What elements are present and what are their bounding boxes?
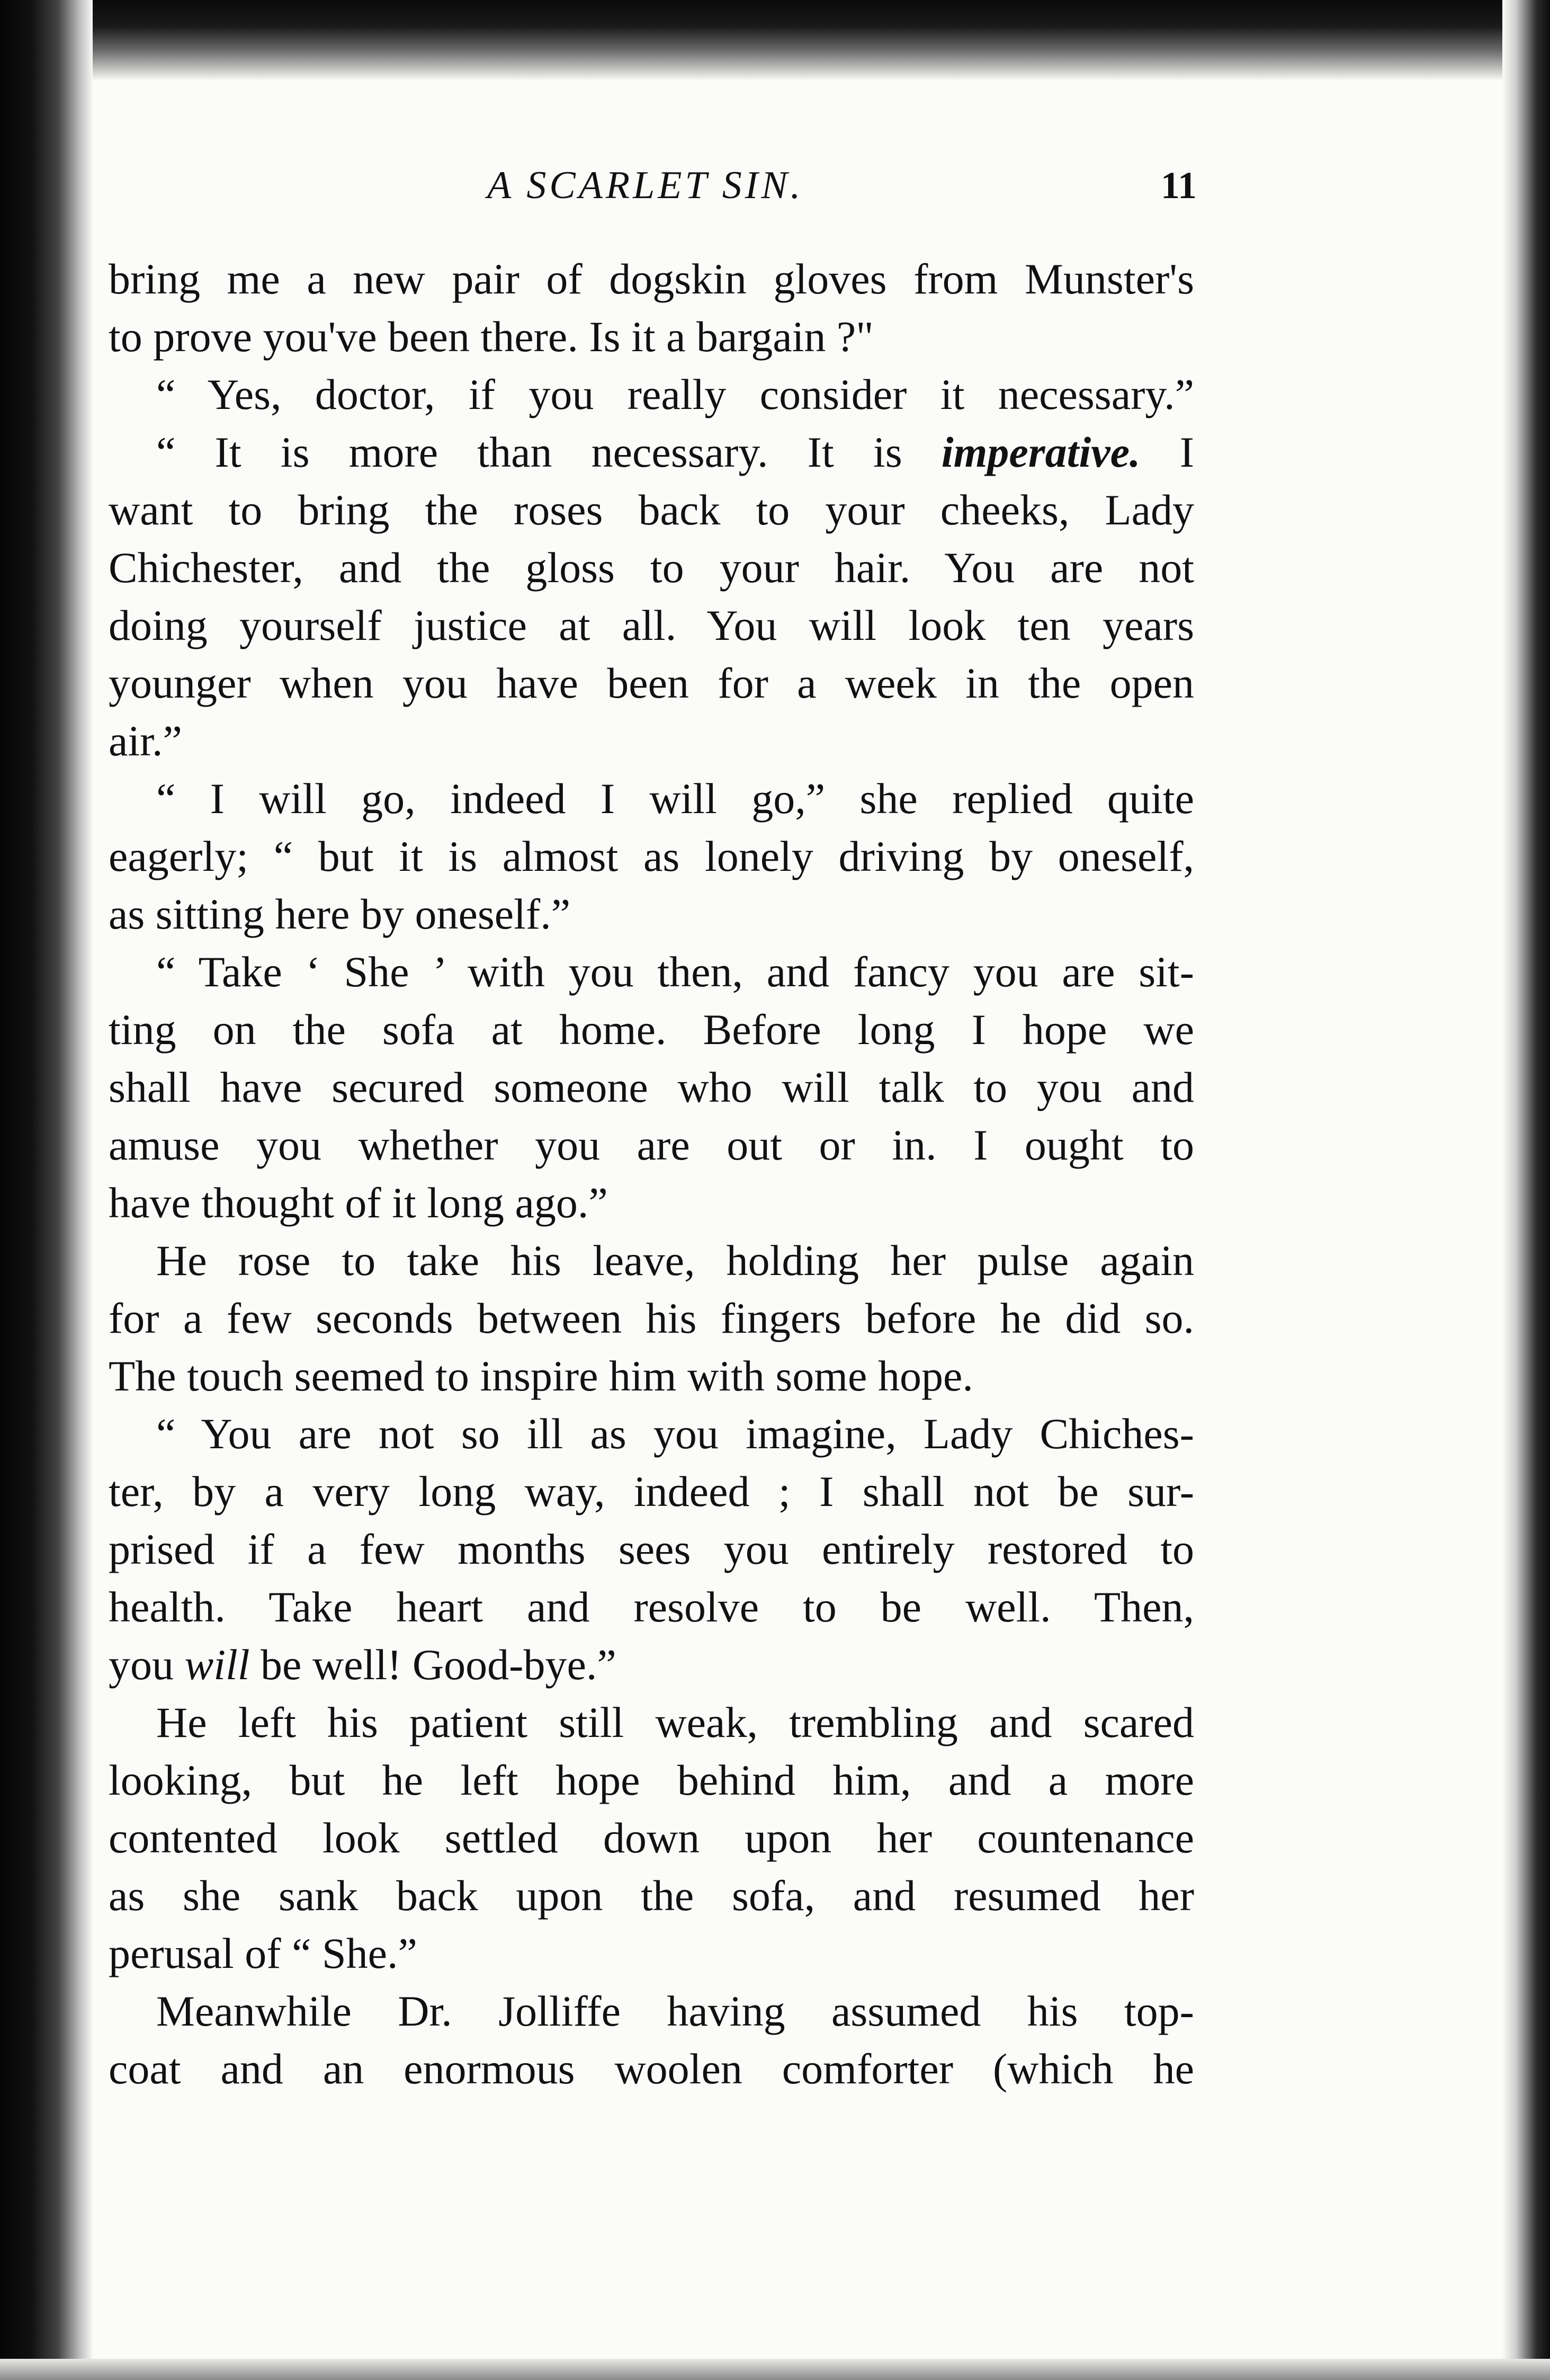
text-line [109,885,1194,943]
line-text: Chichester, and the gloss to your hair. You are not [109,543,1194,592]
line-text: as sitting here by oneself.” [109,890,571,938]
text-line [109,1116,1194,1174]
line-text: “ Yes, doctor, if you really consider it necessary.” [156,370,1194,418]
line-text: The touch seemed to inspire him with some hope. [109,1352,973,1400]
line-text: shall have secured someone who will talk to you and [109,1063,1194,1111]
line-text: contented look settled down upon her countenance [109,1814,1194,1862]
text-line [109,1520,1194,1578]
line-text: to prove you've been there. Is it a bargain ?" [109,313,874,361]
line-text: want to bring the roses back to your cheeks, Lady [109,486,1194,534]
scan-edge-bottom [0,2359,1550,2380]
text-line [109,366,1194,423]
text-line [109,1751,1194,1809]
line-text: “ I will go, indeed I will go,” she replied quite [156,774,1194,823]
line-text: He rose to take his leave, holding her pulse again [156,1236,1194,1285]
line-text: I [1140,428,1194,476]
text-line [109,481,1194,539]
text-line [109,308,1194,366]
text-line [109,539,1194,596]
text-line [109,1405,1194,1463]
line-text: for a few seconds between his fingers before he did so. [109,1294,1194,1342]
body-text [109,250,1194,2098]
line-text: ting on the sofa at home. Before long I hope we [109,1005,1194,1054]
text-line [109,654,1194,712]
text-line [109,1232,1194,1289]
text-line [109,1289,1194,1347]
scan-edge-top [0,0,1550,79]
text-line [109,1809,1194,1867]
emphasis-text: will [184,1641,250,1689]
line-text: “ It is more than necessary. It is [156,428,942,476]
text-line [109,1636,1194,1693]
text-line [109,1463,1194,1520]
text-line [109,2040,1194,2098]
line-text: have thought of it long ago.” [109,1179,608,1227]
line-text: ter, by a very long way, indeed ; I shall not be sur- [109,1467,1194,1516]
line-text: air.” [109,717,182,765]
line-text: doing yourself justice at all. You will look ten years [109,601,1194,649]
text-line [109,1924,1194,1982]
text-line [109,1982,1194,2040]
line-text: health. Take heart and resolve to be well. Then, [109,1583,1194,1631]
line-text: He left his patient still weak, trembling and scared [156,1698,1194,1746]
page-header [106,159,1197,212]
line-text: “ Take ‘ She ’ with you then, and fancy you are sit- [156,948,1194,996]
running-title: A SCARLET SIN. [487,164,804,207]
text-line [109,943,1194,1001]
text-line [109,1058,1194,1116]
line-text: prised if a few months sees you entirely restored to [109,1525,1194,1573]
text-line [109,250,1194,308]
line-text: “ You are not so ill as you imagine, Lady Chiches- [156,1410,1194,1458]
text-line [109,1578,1194,1636]
scan-edge-left [0,0,93,2380]
text-line [109,1867,1194,1924]
text-line [109,1693,1194,1751]
line-text: as she sank back upon the sofa, and resumed her [109,1871,1194,1920]
line-text: Meanwhile Dr. Jolliffe having assumed his top- [156,1987,1194,2035]
text-line [109,423,1194,481]
line-text: you [109,1641,185,1689]
line-text: be well! Good-bye.” [249,1641,616,1689]
text-line [109,1174,1194,1232]
text-line [109,596,1194,654]
line-text: looking, but he left hope behind him, and a more [109,1756,1194,1804]
line-text: amuse you whether you are out or in. I ought to [109,1121,1194,1169]
scan-edge-right [1502,0,1550,2380]
text-line [109,1001,1194,1058]
page-number: 11 [1160,164,1197,207]
line-text: coat and an enormous woolen comforter (which he [109,2045,1194,2093]
line-text: eagerly; “ but it is almost as lonely driving by oneself, [109,832,1194,880]
text-line [109,770,1194,827]
text-line [109,1347,1194,1405]
line-text: bring me a new pair of dogskin gloves from Munster's [109,255,1194,303]
line-text: younger when you have been for a week in the open [109,659,1194,707]
line-text: perusal of “ She.” [109,1929,417,1977]
text-line [109,712,1194,770]
text-line [109,827,1194,885]
emphasis-text: imperative. [941,428,1141,476]
